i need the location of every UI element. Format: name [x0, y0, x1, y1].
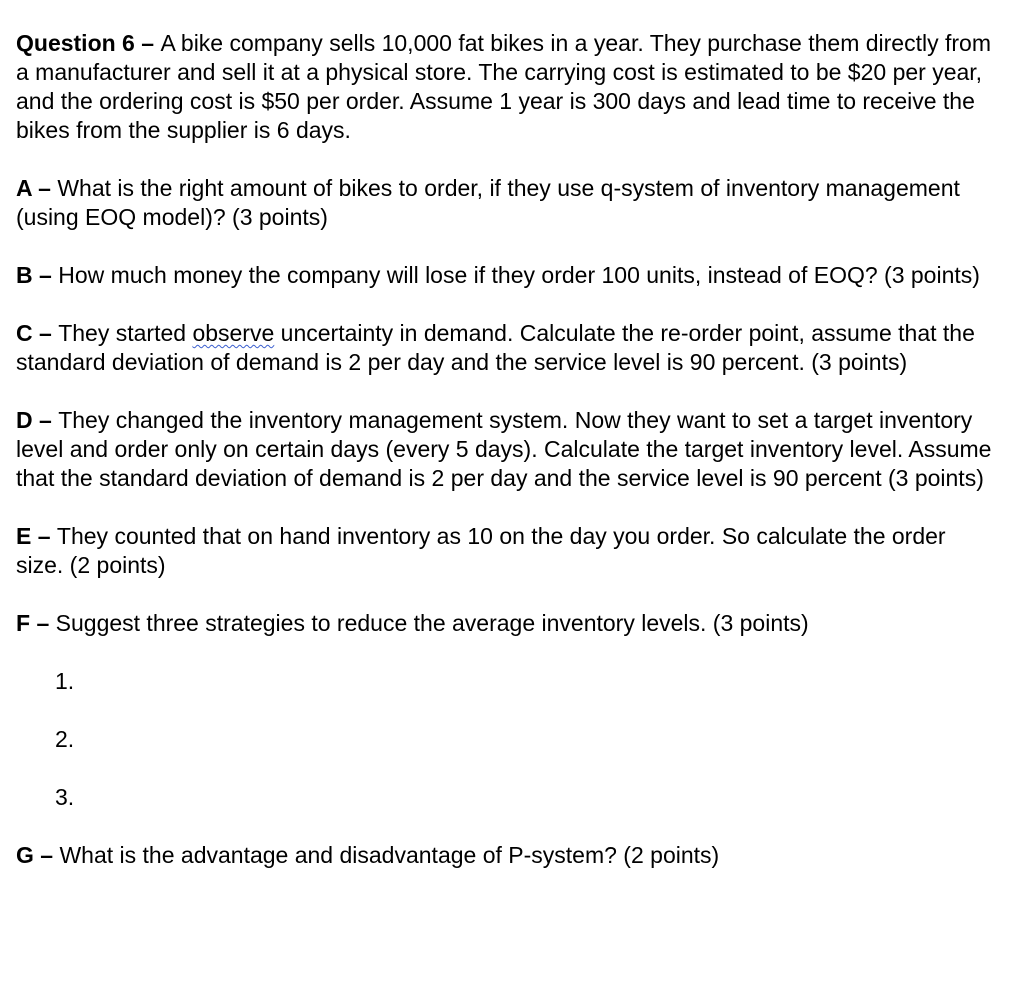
part-b-text: How much money the company will lose if they order 100 units, instead of EOQ? (3 points): [58, 262, 980, 288]
part-b-label: B: [16, 262, 33, 288]
part-c-dash: –: [32, 320, 59, 346]
question-intro: [16, 29, 994, 145]
part-e-text: They counted that on hand inventory as 10 on the day you order. So calculate the order size. (2 points): [16, 523, 946, 578]
part-c: [16, 319, 994, 377]
part-g-text: What is the advantage and disadvantage of P-system? (2 points): [59, 842, 720, 868]
question-dash: –: [134, 30, 161, 56]
part-a: [16, 174, 994, 232]
part-a-label: A: [16, 175, 32, 201]
part-g-dash: –: [33, 842, 60, 868]
list-item: 1.: [55, 668, 75, 694]
part-a-text: What is the right amount of bikes to order, if they use q-system of inventory management (using EOQ model)? (3 points): [16, 175, 960, 230]
part-d-dash: –: [32, 407, 59, 433]
part-c-text-after: uncertainty in demand. Calculate the re-order point, assume that the standard deviation of demand is 2 per day and the service level is 90 percent. (3 points): [16, 320, 975, 375]
part-f-dash: –: [30, 610, 56, 636]
list-item: 2.: [55, 726, 75, 752]
part-b-dash: –: [32, 262, 59, 288]
part-d-text: They changed the inventory management system. Now they want to set a target inventory level and order only on certain days (every 5 days). Calculate the target inventory level. Assume that the standard deviation of demand is 2 per day and the service level is 90 percent (3 points): [16, 407, 992, 491]
part-f: [16, 609, 994, 638]
part-d: [16, 406, 994, 493]
part-a-dash: –: [31, 175, 58, 201]
part-g-label: G: [16, 842, 34, 868]
part-f-label: F: [16, 610, 31, 636]
part-e: [16, 522, 994, 580]
part-c-text-before: They started: [58, 320, 193, 346]
part-b: [16, 261, 994, 290]
part-e-dash: –: [31, 523, 57, 549]
list-item: 3.: [55, 784, 75, 810]
question-label: Question 6: [16, 30, 135, 56]
part-f-text: Suggest three strategies to reduce the average inventory levels. (3 points): [55, 610, 809, 636]
part-d-label: D: [16, 407, 33, 433]
strategy-list: [16, 667, 994, 812]
part-c-label: C: [16, 320, 33, 346]
spellcheck-flagged-word[interactable]: observe: [192, 320, 275, 346]
part-e-label: E: [16, 523, 32, 549]
part-g: [16, 841, 994, 870]
question-text: A bike company sells 10,000 fat bikes in a year. They purchase them directly from a manufacturer and sell it at a physical store. The carrying cost is estimated to be $20 per year, and the ordering cost is $50 per order. Assume 1 year is 300 days and lead time to receive the bikes from the supplier is 6 days.: [16, 30, 991, 143]
